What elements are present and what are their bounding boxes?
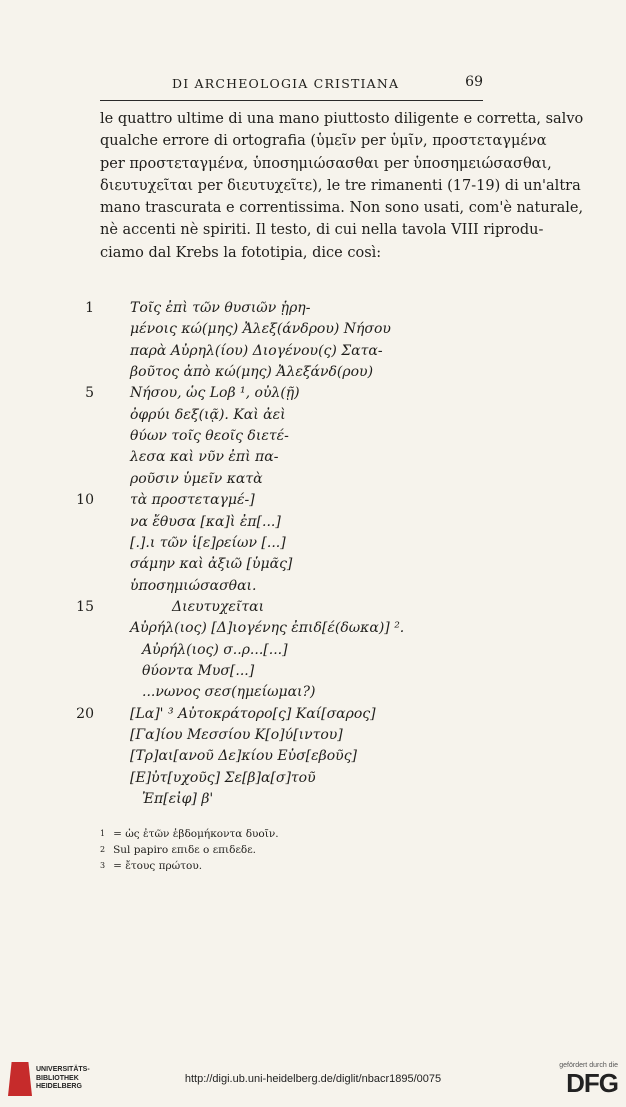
footnote-text: = ἔτους πρώτου.	[113, 860, 203, 872]
verse-line	[0, 725, 626, 746]
intro-line: qualche errore di ortografia (ὑμεῖν per ὑμῖν, προστεταγμένα	[100, 133, 547, 150]
verse-text: Τοῖς ἐπὶ τῶν θυσιῶν ᾑρη-	[130, 300, 311, 316]
line-number: 1	[85, 300, 94, 316]
verse-line	[0, 640, 626, 661]
line-number: 5	[85, 385, 94, 402]
verse-line	[0, 447, 626, 468]
verse-line	[0, 298, 626, 319]
verse-text: [Ε]ὐτ[υχοῦς] Σε[β]α[σ]τοῦ	[130, 769, 316, 786]
library-name-line: HEIDELBERG	[36, 1083, 82, 1090]
verse-text: ροῦσιν ὑμεῖν κατὰ	[130, 470, 263, 487]
verse-text: μένοις κώ(μης) Ἀλεξ(άνδρου) Νήσου	[130, 321, 391, 338]
verse-text: [Γα]ίου Μεσσίου Κ[ο]ύ[ιντου]	[130, 727, 343, 743]
verse-line	[0, 319, 626, 340]
verse-line	[0, 576, 626, 597]
verse-text: Ἐπ[εἰφ] β'	[142, 791, 214, 808]
footnote-mark: 2	[100, 845, 106, 854]
funder-note: gefördert durch die	[559, 1062, 618, 1069]
verse-text: Αὐρήλ(ιος) σ..ρ...[...]	[142, 641, 288, 658]
verse-line	[0, 789, 626, 810]
funder-name: DFG	[566, 1068, 618, 1098]
running-header	[100, 74, 483, 94]
verse-line	[0, 661, 626, 682]
verse-line	[0, 362, 626, 383]
verse-line	[0, 704, 626, 725]
footnote	[100, 842, 500, 858]
verse-text: [.].ι τῶν ἱ[ε]ρείων [...]	[130, 534, 286, 551]
verse-text: Διευτυχεῖται	[172, 598, 265, 615]
verse-line	[0, 405, 626, 426]
verse-text: θύοντα Μυσ[...]	[142, 662, 255, 679]
footnote	[100, 858, 500, 874]
verse-line	[0, 383, 626, 404]
verse-text: ...νωνος σεσ(ημείωμαι?)	[142, 684, 316, 701]
verse-line	[0, 533, 626, 554]
verse-line	[0, 512, 626, 533]
verse-text: Νήσου, ὡς Lοβ ¹, οὐλ(ῇ)	[130, 385, 300, 402]
verse-text: θύων τοῖς θεοῖς διετέ-	[130, 428, 289, 445]
intro-line: ciamo dal Krebs la fototipia, dice così:	[100, 244, 382, 261]
verse-line	[0, 490, 626, 511]
verse-text: [Τρ]αι[ανοῦ Δε]κίου Εὐσ[εβοῦς]	[130, 748, 357, 765]
footnote-mark: 3	[100, 861, 106, 870]
footnotes	[100, 826, 500, 874]
intro-line: nè accenti nè spiriti. Il testo, di cui nella tavola VIII riprodu-	[100, 222, 544, 239]
line-number: 15	[76, 598, 94, 615]
intro-line: mano trascurata e correntissima. Non sono usati, com'è naturale,	[100, 200, 584, 217]
verse-line	[0, 768, 626, 789]
line-number: 10	[76, 492, 94, 509]
verse-text: [Lα]' ³ Αὐτοκράτορο[ς] Καί[σαρος]	[130, 705, 376, 722]
line-number: 20	[76, 705, 94, 722]
verse-text: λεσα καὶ νῦν ἐπὶ πα-	[130, 449, 279, 466]
verse-line	[0, 597, 626, 618]
verse-text: Αὐρήλ(ιος) [Δ]ιογένης ἐπιδ[έ(δωκα)] ².	[130, 620, 405, 637]
footnote-text: = ὡς ἐτῶν ἑβδομήκοντα δυοῖν.	[113, 828, 279, 840]
verse-text: σάμην καὶ ἀξιῶ [ὑμᾶς]	[130, 556, 293, 573]
footnote-text: Sul papiro επιδε ο επιδεδε.	[113, 844, 257, 856]
verse-text: ὀφρύι δεξ(ιᾷ). Καὶ ἀεὶ	[130, 406, 286, 423]
footnote	[100, 826, 500, 842]
intro-line: le quattro ultime di una mano piuttosto diligente e corretta, salvo	[100, 111, 584, 127]
verse-text: τὰ προστεταγμέ-]	[130, 492, 255, 509]
header-rule	[100, 100, 483, 101]
library-name-line: BIBLIOTHEK	[36, 1074, 79, 1082]
verse-text: να ἔθυσα [κα]ὶ ἐπ[...]	[130, 513, 281, 530]
dfg-logo[interactable]	[552, 1062, 618, 1097]
verse-text: βοῦτος ἀπὸ κώ(μης) Ἀλεξάνδ(ρου)	[130, 364, 374, 381]
intro-line: per προστεταγμένα, ὑποσημιώσασθαι per ὑποσημειώσασθαι,	[100, 155, 552, 172]
verse-line	[0, 341, 626, 362]
source-url[interactable]: http://digi.ub.uni-heidelberg.de/diglit/nbacr1895/0075	[184, 1073, 442, 1085]
verse-text: ὑποσημιώσασθαι.	[130, 577, 257, 594]
library-name-line: UNIVERSITÄTS-	[36, 1066, 90, 1073]
verse-line	[0, 469, 626, 490]
intro-paragraph	[100, 108, 584, 264]
verse-line	[0, 426, 626, 447]
verse-line	[0, 618, 626, 639]
intro-line: διευτυχεῖται per διευτυχεῖτε), le tre rimanenti (17-19) di un'altra	[100, 177, 581, 194]
verse-text: παρὰ Αὐρηλ(ίου) Διογένου(ς) Σατα-	[130, 342, 383, 359]
footnote-mark: 1	[100, 829, 106, 838]
header-title: DI ARCHEOLOGIA CRISTIANA	[172, 76, 400, 91]
verse-line	[0, 554, 626, 575]
verse-line	[0, 682, 626, 703]
page-number: 69	[465, 74, 483, 90]
verse-line	[0, 746, 626, 767]
